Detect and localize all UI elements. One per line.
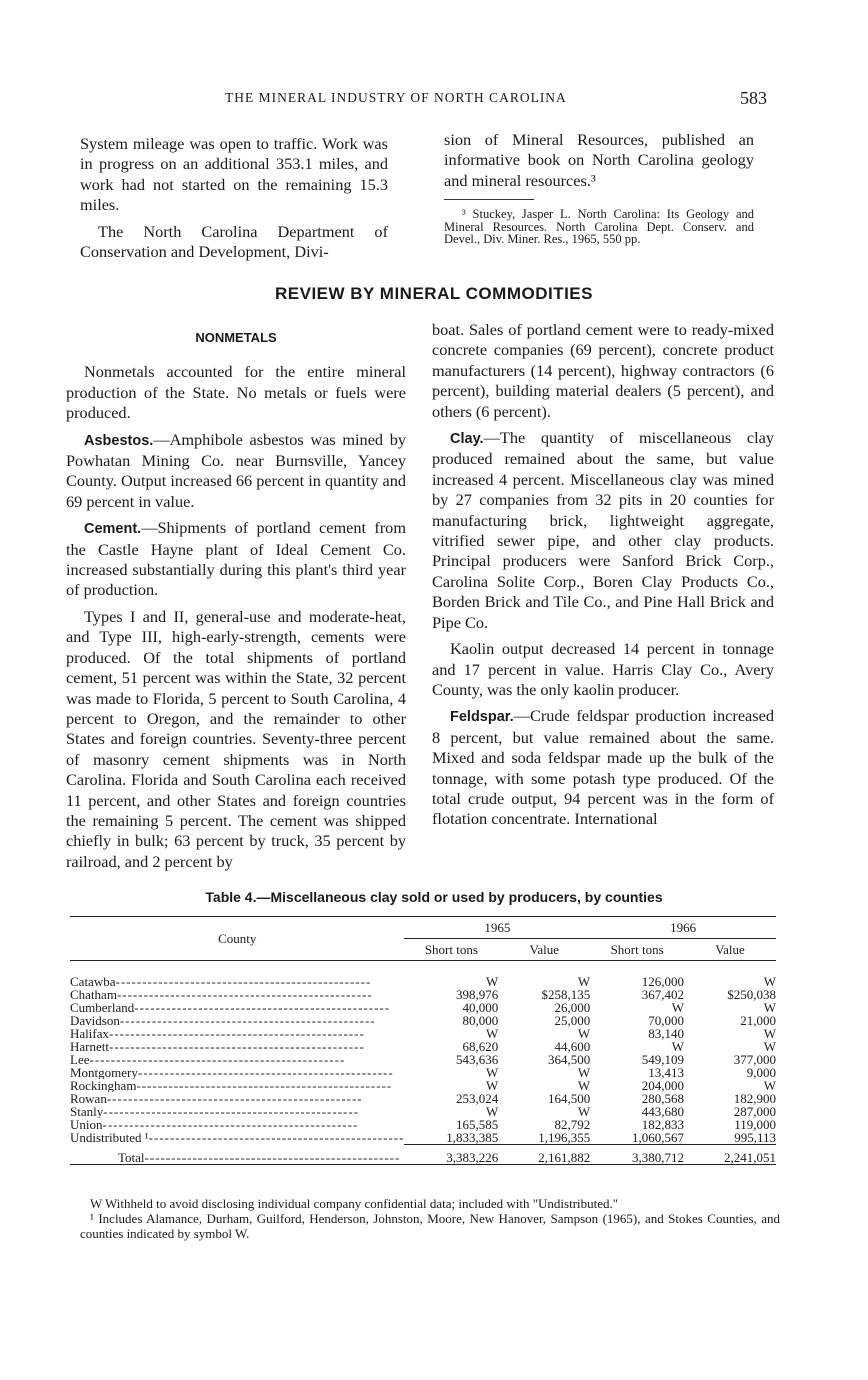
value-cell: 377,000	[733, 1052, 776, 1067]
value-cell: 126,000	[641, 974, 685, 989]
county-cell: Stanly -----	[70, 1105, 404, 1118]
table-row	[70, 988, 776, 1001]
value-cell: 995,113	[734, 1130, 776, 1145]
paragraph	[432, 639, 774, 700]
value-cell: W	[577, 1065, 591, 1080]
value-cell: 70,000	[648, 1013, 685, 1028]
paragraph-text: Types I and II, general-use and moderate-heat, and Type III, high-early-strength, cements were produced. Of the total shipments of portland cement, 51 percent was within the State, 32 percent was made to Florida, 5 percent to South Carolina, 4 percent to Oregon, and the remainder to other States and foreign countries. Seventy-three percent of masonry cement shipments was in North Carolina. Florida and South Carolina each received 11 percent, and other States and foreign countries the remaining 5 percent. The cement was shipped chiefly in bulk; 63 percent by truck, 35 percent by railroad, and 2 percent by	[66, 606, 406, 871]
value-cell: W	[486, 974, 499, 989]
note: W Withheld to avoid disclosing individual company confidential data; included with "Undistributed."	[90, 1196, 619, 1211]
paragraph	[66, 430, 406, 513]
value-cell: 1,196,355	[538, 1130, 591, 1145]
clay-table	[70, 916, 776, 1165]
value-cell: 44,600	[554, 1039, 591, 1054]
value-cell: W	[577, 1104, 591, 1119]
county-cell: Halifax -----	[70, 1027, 404, 1040]
value-cell: 68,620	[462, 1039, 499, 1054]
table-row	[70, 1027, 776, 1040]
column-header: Value	[715, 942, 745, 957]
county-cell: Rockingham -----	[70, 1079, 404, 1092]
value-cell: 204,000	[641, 1078, 685, 1093]
value-cell: W	[577, 1078, 591, 1093]
value-cell: W	[671, 1039, 685, 1054]
value-cell: W	[577, 974, 591, 989]
column-header: Value	[529, 942, 560, 957]
value-cell: 364,500	[547, 1052, 591, 1067]
column-header: Short tons	[424, 942, 478, 957]
value-cell: 287,000	[733, 1104, 776, 1119]
value-cell: 367,402	[641, 987, 685, 1002]
value-cell: W	[671, 1000, 685, 1015]
footnote: ³ Stuckey, Jasper L. North Carolina: Its Geology and Mineral Resources. North Carolina Dept. Conserv. and Devel., Div. Miner. Res., 1965, 550 pp.	[444, 207, 754, 247]
paragraph-text: Kaolin output decreased 14 percent in tonnage and 17 percent in value. Harris Clay Co., Avery County, was the only kaolin producer.	[432, 639, 774, 699]
total-row	[70, 1145, 776, 1165]
value-cell: W	[763, 1039, 776, 1054]
county-header: County	[218, 931, 257, 946]
total-label: Total -----	[70, 1145, 404, 1165]
value-cell: 119,000	[734, 1117, 776, 1132]
table-title: Table 4.—Miscellaneous clay sold or used by producers, by counties	[205, 889, 663, 905]
value-cell: W	[763, 1078, 776, 1093]
value-cell: W	[763, 1000, 776, 1015]
value-cell: 543,636	[456, 1052, 499, 1067]
paragraph-text: —Crude feldspar production increased 8 percent, but value remained about the same. Mixed and soda feldspar made up the bulk of the tonnage, with some potash type produced. Of the total crude output, 94 percent was in the form of flotation concentrate. International	[432, 706, 774, 829]
value-cell: $258,135	[541, 987, 591, 1002]
value-cell: W	[486, 1104, 499, 1119]
total-cell: 3,380,712	[590, 1145, 684, 1165]
value-cell: 21,000	[740, 1013, 776, 1028]
note: ¹ Includes Alamance, Durham, Guilford, Henderson, Johnston, Moore, New Hanover, Sampson (1965), and Stokes Counties, and counties indicated by symbol W.	[80, 1211, 780, 1241]
value-cell: W	[577, 1026, 591, 1041]
county-cell: Undistributed ¹ -----	[70, 1131, 404, 1145]
table-row	[70, 1131, 776, 1145]
value-cell: W	[763, 1026, 776, 1041]
value-cell: 13,413	[648, 1065, 685, 1080]
value-cell: 182,833	[641, 1117, 685, 1132]
paragraph	[66, 607, 406, 872]
value-cell: 253,024	[456, 1091, 499, 1106]
value-cell: 9,000	[746, 1065, 776, 1080]
value-cell: 80,000	[462, 1013, 499, 1028]
paragraph	[432, 706, 774, 829]
value-cell: 26,000	[554, 1000, 591, 1015]
paragraph	[432, 320, 774, 422]
left-column	[66, 328, 406, 878]
paragraph: sion of Mineral Resources, published an informative book on North Carolina geology and mineral resources.³	[444, 130, 754, 190]
value-cell: 1,833,385	[446, 1130, 499, 1145]
value-cell: 40,000	[462, 1000, 499, 1015]
run-in-heading: Clay.	[450, 431, 484, 448]
county-cell: Davidson -----	[70, 1014, 404, 1027]
value-cell: 164,500	[547, 1091, 591, 1106]
value-cell: 280,568	[641, 1091, 685, 1106]
running-title: THE MINERAL INDUSTRY OF NORTH CAROLINA	[225, 90, 567, 105]
county-cell: Catawba -----	[70, 961, 404, 989]
county-cell: Union -----	[70, 1118, 404, 1131]
value-cell: 398,976	[456, 987, 499, 1002]
paragraph	[66, 362, 406, 423]
total-cell: 2,161,882	[498, 1145, 590, 1165]
paragraph	[66, 518, 406, 601]
value-cell: 549,109	[641, 1052, 685, 1067]
value-cell: 182,900	[733, 1091, 776, 1106]
value-cell: 1,060,567	[632, 1130, 685, 1145]
county-cell: Lee -----	[70, 1053, 404, 1066]
paragraph-text: —Amphibole asbestos was mined by Powhatan Mining Co. near Burnsville, Yancey County. Output increased 66 percent in quantity and 69 percent in value.	[66, 429, 406, 511]
column-header: Short tons	[610, 942, 664, 957]
value-cell: W	[486, 1065, 499, 1080]
value-cell: 82,792	[554, 1117, 591, 1132]
right-column	[432, 320, 774, 836]
run-in-heading: Cement.	[84, 521, 142, 538]
table-notes	[80, 1196, 780, 1241]
paragraph	[432, 428, 774, 633]
paragraph: System mileage was open to traffic. Work was in progress on an additional 353.1 miles, and work had not started on the remaining 15.3 miles.	[80, 134, 388, 215]
year-header: 1966	[590, 917, 776, 939]
page-number: 583	[740, 88, 767, 108]
section-title: REVIEW BY MINERAL COMMODITIES	[274, 284, 593, 303]
value-cell: 165,585	[456, 1117, 499, 1132]
county-cell: Chatham -----	[70, 988, 404, 1001]
paragraph-text: —The quantity of miscellaneous clay produced remained about the same, but value increased 4 percent. Miscellaneous clay was mined by 27 companies from 32 pits in 20 counties for manufacturing brick, lightweight aggregate, vitrified sewer pipe, and other clay products. Principal producers were Sanford Brick Corp., Carolina Solite Corp., Boren Clay Products Co., Borden Brick and Tile Co., and Pine Hall Brick and Pipe Co.	[432, 428, 774, 632]
run-in-heading: Feldspar.	[450, 709, 514, 726]
total-cell: 3,383,226	[404, 1145, 498, 1165]
total-cell: 2,241,051	[684, 1145, 776, 1165]
paragraph: The North Carolina Department of Conservation and Development, Divi-	[80, 221, 388, 262]
value-cell: W	[763, 974, 776, 989]
value-cell: $250,038	[727, 987, 776, 1002]
county-cell: Cumberland -----	[70, 1001, 404, 1014]
top-right-column	[444, 130, 754, 252]
paragraph-text: —Shipments of portland cement from the Castle Hayne plant of Ideal Cement Co. increased substantially during this plant's third year of production.	[66, 518, 406, 600]
paragraph-text: Nonmetals accounted for the entire mineral production of the State. No metals or fuels were produced.	[66, 362, 406, 423]
paragraph-text: boat. Sales of portland cement were to ready-mixed concrete companies (69 percent), concrete product manufacturers (14 percent), highway contractors (6 percent), building material dealers (5 percent), and others (6 percent).	[432, 320, 774, 421]
year-header: 1965	[404, 917, 590, 939]
county-cell: Harnett -----	[70, 1040, 404, 1053]
value-cell: 25,000	[554, 1013, 591, 1028]
value-cell: 443,680	[641, 1104, 685, 1119]
county-cell: Rowan -----	[70, 1092, 404, 1105]
table-row	[70, 961, 776, 989]
subsection-title: NONMETALS	[195, 330, 277, 345]
value-cell: W	[486, 1026, 499, 1041]
top-left-column	[80, 134, 388, 268]
value-cell: 83,140	[648, 1026, 685, 1041]
value-cell: W	[486, 1078, 499, 1093]
county-cell: Montgomery -----	[70, 1066, 404, 1079]
run-in-heading: Asbestos.	[84, 432, 154, 449]
